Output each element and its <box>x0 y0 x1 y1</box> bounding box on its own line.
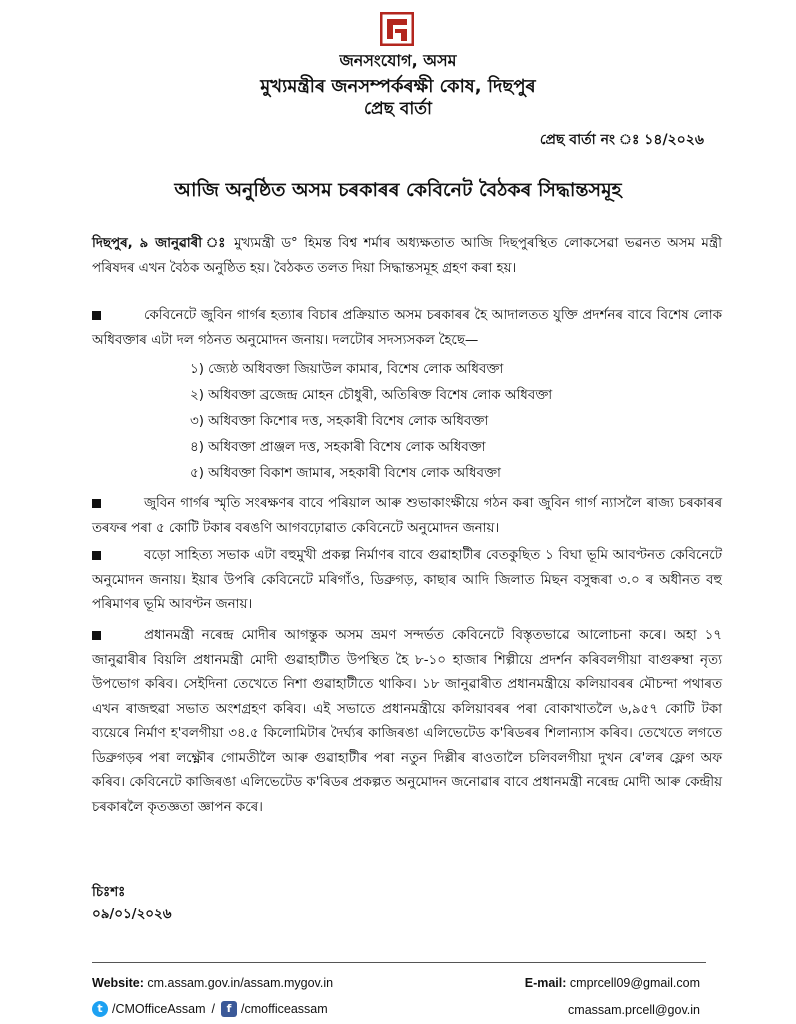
dateline: দিছপুৰ, ৯ জানুৱাৰী ঃ <box>92 236 228 251</box>
bullet-square-icon <box>92 499 101 508</box>
press-release-number: প্ৰেছ বাৰ্তা নং ঃ ১৪/২০২৬ <box>539 132 704 148</box>
footer-website <box>92 976 333 990</box>
decision-item <box>92 624 722 820</box>
footer-social <box>92 1001 328 1017</box>
intro-text: মুখ্যমন্ত্ৰী ড° হিমন্ত বিশ্ব শৰ্মাৰ অধ্যক্ষতাত আজি দিছপুৰস্থিত লোকসেৱা ভৱনত অসম মন্ত্ৰী পৰিষদৰ এখন বৈঠক অনুষ্ঠিত হয়। বৈঠকত তলত দিয়া সিদ্ধান্তসমূহ গ্ৰহণ কৰা হয়। <box>92 236 722 276</box>
signature-date: ০৯/০১/২০২৬ <box>92 907 172 922</box>
decision-text: প্ৰধানমন্ত্ৰী নৰেন্দ্ৰ মোদীৰ আগন্তুক অসম ভ্ৰমণ সন্দৰ্ভত কেবিনেটে বিস্তৃতভাৱে আলোচনা কৰে। অহা ১৭ জানুৱাৰীৰ বিয়লি প্ৰধানমন্ত্ৰী মোদী গুৱাহাটীত উপস্থিত হৈ ৮-১০ হাজাৰ শিল্পীয়ে প্ৰদৰ্শন কৰিবলগীয়া বাগুৰুম্বা নৃত্য উপভোগ কৰিব। সেইদিনা তেখেতে নিশা গুৱাহাটীতে থাকিব। ১৮ জানুৱাৰীত প্ৰধানমন্ত্ৰীয়ে কলিয়াবৰৰ মৌচন্দা পথাৰত এখন ৰাজহুৱা সভাত অংশগ্ৰহণ কৰিব। এই সভাতে প্ৰধানমন্ত্ৰীয়ে কলিয়াবৰৰ পৰা বোকাখাতলৈ ৬,৯৫৭ কোটি টকা ব্যয়েৰে নিৰ্মাণ হ'বলগীয়া ৩৪.৫ কিলোমিটাৰ দৈৰ্ঘ্যৰ কাজিৰঙা এলিভেটেড ক'ৰিডৰৰ শিলান্যাস কৰিব। তেখেতে লগতে ডিব্ৰুগড়ৰ পৰা লক্ষ্ণৌৰ গোমতীলৈ আৰু গুৱাহাটীৰ পৰা নতুন দিল্লীৰ ৰাওতালৈ চলিবলগীয়া দুখন ৰে'লৰ ফ্লেগ অফ কৰিব। কেবিনেটে কাজিৰঙা এলিভেটেড ক'ৰিডৰ প্ৰকল্পত অনুমোদন জনোৱাৰ বাবে প্ৰধানমন্ত্ৰী নৰেন্দ্ৰ মোদী আৰু কেন্দ্ৰীয় চৰকাৰলৈ কৃতজ্ঞতা জ্ঞাপন কৰে। <box>92 628 722 815</box>
bullet-square-icon <box>92 311 101 320</box>
member-item: ৩) অধিবক্তা কিশোৰ দত্ত, সহকাৰী বিশেষ লোক অধিবক্তা <box>190 414 489 429</box>
bullet-square-icon <box>92 551 101 560</box>
facebook-handle[interactable]: /cmofficeassam <box>241 1002 328 1016</box>
footer-email-secondary[interactable]: cmassam.prcell@gov.in <box>568 1003 700 1017</box>
document-title: আজি অনুষ্ঠিত অসম চৰকাৰৰ কেবিনেট বৈঠকৰ সিদ্ধান্তসমূহ <box>174 179 622 201</box>
twitter-handle[interactable]: /CMOfficeAssam <box>112 1002 206 1016</box>
website-label: Website: <box>92 976 144 990</box>
email-link[interactable]: cmprcell09@gmail.com <box>569 976 700 990</box>
decision-text: জুবিন গাৰ্গৰ স্মৃতি সংৰক্ষণৰ বাবে পৰিয়াল আৰু শুভাকাংক্ষীয়ে গঠন কৰা জুবিন গাৰ্গ ন্যাসলৈ ৰাজ্য চৰকাৰৰ তৰফৰ পৰা ৫ কোটি টকাৰ বৰঙণি আগবঢ়োৱাত কেবিনেটে অনুমোদন জনায়। <box>92 496 722 536</box>
separator: / <box>211 1002 216 1016</box>
decision-text: বড়ো সাহিত্য সভাক এটা বহুমুখী প্ৰকল্প নিৰ্মাণৰ বাবে গুৱাহাটীৰ বেতকুছিত ১ বিঘা ভূমি আবণ্টনত কেবিনেটে অনুমোদন জনায়। ইয়াৰ উপৰি কেবিনেটে মৰিগাঁও, ডিব্ৰুগড়, কাছাৰ আদি জিলাত মিছন বসুন্ধৰা ৩.০ ৰ অধীনত বহু পৰিমাণৰ ভূমি আবণ্টন জনায়। <box>92 548 722 612</box>
decision-text: কেবিনেটে জুবিন গাৰ্গৰ হত্যাৰ বিচাৰ প্ৰক্ৰিয়াত অসম চৰকাৰৰ হৈ আদালতত যুক্তি প্ৰদৰ্শনৰ বাবে বিশেষ লোক অধিবক্তাৰ এটা দল গঠনত অনুমোদন জনায়। দলটোৰ সদস্যসকল হৈছে— <box>92 308 722 348</box>
signature-block <box>92 882 171 926</box>
header-dept: জনসংযোগ, অসম <box>339 51 457 70</box>
bullet-square-icon <box>92 631 101 640</box>
twitter-icon[interactable]: t <box>92 1001 108 1017</box>
header-cell: মুখ্যমন্ত্ৰীৰ জনসম্পৰ্কৰক্ষী কোষ, দিছপুৰ <box>260 76 536 97</box>
decision-item <box>92 544 722 618</box>
header-doc-type: প্ৰেছ বাৰ্তা <box>364 99 432 119</box>
intro-paragraph <box>92 232 722 281</box>
email-label: E-mail: <box>524 976 567 990</box>
member-item: ১) জ্যেষ্ঠ অধিবক্তা জিয়াউল কামাৰ, বিশেষ লোক অধিবক্তা <box>190 362 504 377</box>
decision-item <box>92 492 722 541</box>
footer-email <box>525 976 700 990</box>
footer-divider <box>92 962 706 963</box>
member-item: ৪) অধিবক্তা প্ৰাঞ্জল দত্ত, সহকাৰী বিশেষ লোক অধিবক্তা <box>190 440 486 455</box>
member-item: ২) অধিবক্তা ব্ৰজেন্দ্ৰ মোহন চৌধুৰী, অতিৰিক্ত বিশেষ লোক অধিবক্তা <box>190 388 553 403</box>
jansanyog-logo-icon <box>380 12 414 46</box>
facebook-icon[interactable]: f <box>221 1001 237 1017</box>
website-link[interactable]: cm.assam.gov.in/assam.mygov.in <box>147 976 334 990</box>
decision-item <box>92 304 722 353</box>
signature-label: চিঃশঃ <box>92 885 126 900</box>
member-item: ৫) অধিবক্তা বিকাশ জামাৰ, সহকাৰী বিশেষ লোক অধিবক্তা <box>190 466 501 481</box>
